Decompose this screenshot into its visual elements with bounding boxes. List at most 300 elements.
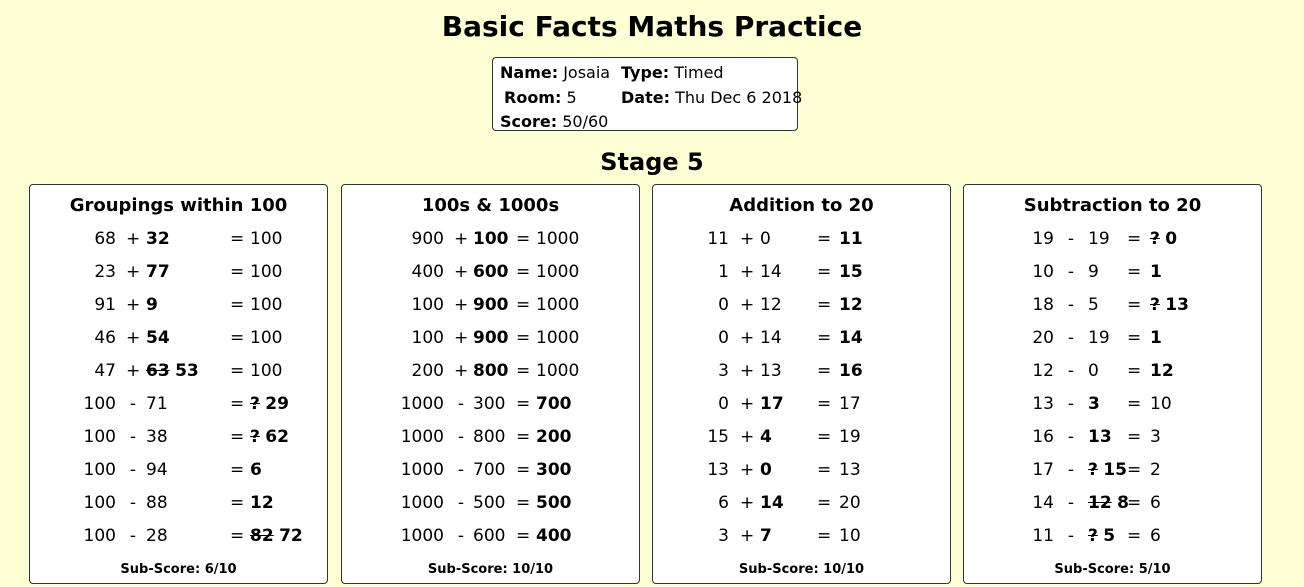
operand-a: 100 bbox=[411, 328, 444, 348]
operand-b-value: 0 bbox=[1088, 361, 1099, 381]
operand-a: 11 bbox=[1032, 526, 1054, 546]
result bbox=[536, 361, 579, 381]
operand-b-value: 71 bbox=[146, 394, 168, 414]
equals-sign: = bbox=[1127, 394, 1142, 414]
result-value: 1 bbox=[1150, 262, 1162, 282]
problem-row bbox=[30, 361, 327, 385]
room-row bbox=[504, 88, 577, 107]
operand-b-value: 77 bbox=[146, 262, 170, 282]
operand-b bbox=[473, 427, 505, 447]
operand-b-value: 88 bbox=[146, 493, 168, 513]
wrong-answer: ? bbox=[1088, 460, 1098, 480]
stage-heading: Stage 5 bbox=[600, 148, 704, 176]
result bbox=[1150, 361, 1174, 381]
result-value: 11 bbox=[839, 229, 863, 249]
wrong-answer: ? bbox=[250, 427, 260, 447]
result-value: 15 bbox=[839, 262, 863, 282]
operand-a: 15 bbox=[707, 427, 729, 447]
result-value: 13 bbox=[839, 460, 861, 480]
result-value: 6 bbox=[250, 460, 262, 480]
operator: - bbox=[457, 493, 465, 513]
operator: - bbox=[457, 394, 465, 414]
problem-row bbox=[653, 295, 950, 319]
result bbox=[250, 295, 282, 315]
operand-a: 68 bbox=[94, 229, 116, 249]
date-label: Date: bbox=[621, 88, 670, 107]
operand-a: 18 bbox=[1032, 295, 1054, 315]
problem-row bbox=[653, 229, 950, 253]
operand-a: 11 bbox=[707, 229, 729, 249]
operator: + bbox=[126, 328, 141, 348]
result bbox=[1150, 229, 1177, 249]
result bbox=[839, 460, 861, 480]
operand-b bbox=[1088, 262, 1099, 282]
operator: + bbox=[740, 295, 755, 315]
operator: - bbox=[1067, 394, 1075, 414]
wrong-answer: 82 bbox=[250, 526, 274, 546]
result bbox=[1150, 427, 1161, 447]
operator: - bbox=[1067, 262, 1075, 282]
operator: - bbox=[1067, 460, 1075, 480]
operand-b bbox=[473, 361, 509, 381]
result bbox=[839, 493, 861, 513]
operator: + bbox=[454, 328, 469, 348]
wrong-answer: ? bbox=[1150, 295, 1160, 315]
operand-b-value: 28 bbox=[146, 526, 168, 546]
operand-a: 1000 bbox=[400, 460, 444, 480]
operand-b-value: 8 bbox=[1117, 493, 1129, 513]
operator: - bbox=[129, 526, 137, 546]
equals-sign: = bbox=[817, 526, 832, 546]
operator: + bbox=[454, 229, 469, 249]
operand-a: 100 bbox=[83, 493, 116, 513]
problem-row bbox=[964, 394, 1261, 418]
operand-b-value: 5 bbox=[1088, 295, 1099, 315]
section-title: Subtraction to 20 bbox=[1023, 195, 1202, 216]
operand-b bbox=[1088, 295, 1099, 315]
operand-a: 1000 bbox=[400, 493, 444, 513]
operand-b bbox=[1088, 328, 1110, 348]
operand-b bbox=[473, 295, 509, 315]
operand-a: 100 bbox=[411, 295, 444, 315]
equals-sign: = bbox=[817, 295, 832, 315]
equals-sign: = bbox=[230, 460, 245, 480]
problem-row bbox=[964, 229, 1261, 253]
operand-b-value: 9 bbox=[146, 295, 158, 315]
operator: + bbox=[126, 229, 141, 249]
problem-row bbox=[342, 427, 639, 451]
problem-row bbox=[964, 295, 1261, 319]
result-value: 700 bbox=[536, 394, 572, 414]
operator: - bbox=[129, 460, 137, 480]
operand-b-value: 17 bbox=[760, 394, 784, 414]
problem-row bbox=[653, 526, 950, 550]
result-value: 20 bbox=[839, 493, 861, 513]
section-panel bbox=[29, 184, 328, 584]
operand-a: 23 bbox=[94, 262, 116, 282]
score-row bbox=[500, 112, 608, 131]
operand-b-value: 53 bbox=[175, 361, 199, 381]
problem-row bbox=[964, 427, 1261, 451]
operand-b-value: 32 bbox=[146, 229, 170, 249]
equals-sign: = bbox=[516, 361, 531, 381]
operand-a: 400 bbox=[411, 262, 444, 282]
operator: - bbox=[457, 526, 465, 546]
sub-score: Sub-Score: 5/10 bbox=[1054, 562, 1171, 577]
equals-sign: = bbox=[1127, 295, 1142, 315]
operand-a: 1000 bbox=[400, 526, 444, 546]
operand-a: 20 bbox=[1032, 328, 1054, 348]
operand-b bbox=[760, 394, 784, 414]
operand-b-value: 54 bbox=[146, 328, 170, 348]
problem-row bbox=[30, 460, 327, 484]
problem-row bbox=[342, 262, 639, 286]
equals-sign: = bbox=[817, 460, 832, 480]
result bbox=[839, 427, 861, 447]
section-title: Groupings within 100 bbox=[69, 195, 288, 216]
operand-a: 17 bbox=[1032, 460, 1054, 480]
problem-row bbox=[30, 493, 327, 517]
result-value: 1000 bbox=[536, 328, 580, 348]
operand-a: 900 bbox=[411, 229, 444, 249]
result bbox=[1150, 394, 1172, 414]
problem-row bbox=[342, 295, 639, 319]
operand-b bbox=[146, 295, 158, 315]
operand-a: 13 bbox=[707, 460, 729, 480]
result-value: 0 bbox=[1165, 229, 1178, 249]
operand-a: 0 bbox=[718, 394, 729, 414]
result bbox=[1150, 493, 1161, 513]
operand-b bbox=[473, 460, 505, 480]
result bbox=[250, 328, 282, 348]
operator: + bbox=[126, 262, 141, 282]
result bbox=[536, 427, 572, 447]
result-value: 12 bbox=[250, 493, 274, 513]
result bbox=[839, 262, 863, 282]
result bbox=[250, 262, 282, 282]
result-value: 6 bbox=[1150, 493, 1161, 513]
operand-b bbox=[760, 229, 771, 249]
operand-b bbox=[473, 328, 509, 348]
operand-a: 12 bbox=[1032, 361, 1054, 381]
operand-b bbox=[473, 394, 505, 414]
problem-row bbox=[30, 394, 327, 418]
operand-b bbox=[760, 295, 782, 315]
result-value: 300 bbox=[536, 460, 572, 480]
operator: - bbox=[457, 460, 465, 480]
problem-row bbox=[342, 328, 639, 352]
result bbox=[536, 229, 579, 249]
type-row bbox=[621, 63, 724, 82]
operand-b-value: 700 bbox=[473, 460, 506, 480]
problem-row bbox=[964, 526, 1261, 550]
operand-b bbox=[1088, 526, 1115, 546]
equals-sign: = bbox=[516, 427, 531, 447]
operand-a: 0 bbox=[718, 328, 729, 348]
operand-b bbox=[473, 262, 509, 282]
operator: + bbox=[740, 229, 755, 249]
operator: + bbox=[740, 262, 755, 282]
equals-sign: = bbox=[516, 262, 531, 282]
operator: + bbox=[454, 361, 469, 381]
equals-sign: = bbox=[230, 295, 245, 315]
problem-row bbox=[653, 328, 950, 352]
operator: - bbox=[1067, 229, 1075, 249]
operand-a: 91 bbox=[94, 295, 116, 315]
problem-row bbox=[30, 229, 327, 253]
operand-b bbox=[146, 493, 168, 513]
result-value: 100 bbox=[250, 295, 283, 315]
wrong-answer: ? bbox=[1088, 526, 1098, 546]
operand-b-value: 14 bbox=[760, 262, 782, 282]
wrong-answer: 63 bbox=[146, 361, 170, 381]
type-value: Timed bbox=[674, 63, 724, 82]
operand-b-value: 800 bbox=[473, 427, 506, 447]
operand-b bbox=[473, 229, 509, 249]
section-panel bbox=[341, 184, 640, 584]
result bbox=[250, 460, 262, 480]
problem-row bbox=[342, 361, 639, 385]
result-value: 1000 bbox=[536, 361, 580, 381]
operand-b bbox=[473, 526, 505, 546]
operand-a: 1000 bbox=[400, 427, 444, 447]
operand-b-value: 9 bbox=[1088, 262, 1099, 282]
operand-b bbox=[146, 427, 168, 447]
operand-b-value: 4 bbox=[760, 427, 772, 447]
result bbox=[536, 262, 579, 282]
result bbox=[839, 394, 861, 414]
equals-sign: = bbox=[230, 526, 245, 546]
operator: - bbox=[129, 394, 137, 414]
result-value: 13 bbox=[1165, 295, 1189, 315]
operator: + bbox=[740, 361, 755, 381]
problem-row bbox=[653, 262, 950, 286]
result bbox=[839, 361, 863, 381]
operator: + bbox=[454, 295, 469, 315]
equals-sign: = bbox=[817, 493, 832, 513]
problem-row bbox=[653, 427, 950, 451]
wrong-answer: ? bbox=[250, 394, 260, 414]
result bbox=[536, 394, 572, 414]
result bbox=[1150, 460, 1161, 480]
operator: + bbox=[740, 526, 755, 546]
equals-sign: = bbox=[1127, 526, 1142, 546]
result-value: 2 bbox=[1150, 460, 1161, 480]
operand-a: 16 bbox=[1032, 427, 1054, 447]
operand-b bbox=[146, 229, 170, 249]
name-value: Josaia bbox=[563, 63, 611, 82]
operand-b-value: 0 bbox=[760, 460, 772, 480]
result-value: 100 bbox=[250, 361, 283, 381]
operand-a: 14 bbox=[1032, 493, 1054, 513]
result-value: 29 bbox=[265, 394, 289, 414]
equals-sign: = bbox=[516, 394, 531, 414]
result-value: 100 bbox=[250, 229, 283, 249]
problem-row bbox=[964, 361, 1261, 385]
operator: + bbox=[454, 262, 469, 282]
operator: + bbox=[740, 460, 755, 480]
name-row bbox=[500, 63, 610, 82]
operator: - bbox=[1067, 427, 1075, 447]
operand-b-value: 600 bbox=[473, 262, 509, 282]
operand-b-value: 38 bbox=[146, 427, 168, 447]
operand-b-value: 100 bbox=[473, 229, 509, 249]
operand-b-value: 900 bbox=[473, 328, 509, 348]
equals-sign: = bbox=[230, 493, 245, 513]
result bbox=[1150, 526, 1161, 546]
operand-b bbox=[146, 526, 168, 546]
problem-row bbox=[342, 493, 639, 517]
result-value: 100 bbox=[250, 328, 283, 348]
equals-sign: = bbox=[516, 493, 531, 513]
operand-a: 100 bbox=[83, 394, 116, 414]
equals-sign: = bbox=[1127, 460, 1142, 480]
result-value: 200 bbox=[536, 427, 572, 447]
equals-sign: = bbox=[230, 262, 245, 282]
operand-a: 1000 bbox=[400, 394, 444, 414]
operand-b-value: 3 bbox=[1088, 394, 1100, 414]
result-value: 12 bbox=[839, 295, 863, 315]
operand-b bbox=[146, 328, 170, 348]
equals-sign: = bbox=[516, 328, 531, 348]
room-value: 5 bbox=[566, 88, 577, 107]
equals-sign: = bbox=[1127, 328, 1142, 348]
problem-row bbox=[964, 262, 1261, 286]
operand-b bbox=[146, 460, 168, 480]
operand-a: 47 bbox=[94, 361, 116, 381]
operand-b-value: 12 bbox=[760, 295, 782, 315]
equals-sign: = bbox=[1127, 361, 1142, 381]
result bbox=[250, 394, 289, 414]
date-value: Thu Dec 6 2018 bbox=[675, 88, 803, 107]
operand-b-value: 13 bbox=[760, 361, 782, 381]
operator: - bbox=[1067, 493, 1075, 513]
equals-sign: = bbox=[516, 295, 531, 315]
operator: - bbox=[457, 427, 465, 447]
result bbox=[1150, 328, 1162, 348]
equals-sign: = bbox=[230, 361, 245, 381]
operand-a: 6 bbox=[718, 493, 729, 513]
result-value: 3 bbox=[1150, 427, 1161, 447]
operand-b bbox=[473, 493, 505, 513]
operand-b-value: 19 bbox=[1088, 229, 1110, 249]
wrong-answer: 12 bbox=[1088, 493, 1112, 513]
equals-sign: = bbox=[1127, 493, 1142, 513]
operator: + bbox=[126, 295, 141, 315]
problem-row bbox=[30, 295, 327, 319]
problem-row bbox=[964, 493, 1261, 517]
result bbox=[536, 295, 579, 315]
operator: - bbox=[1067, 328, 1075, 348]
result bbox=[839, 526, 861, 546]
room-label: Room: bbox=[504, 88, 562, 107]
type-label: Type: bbox=[621, 63, 670, 82]
sub-score: Sub-Score: 6/10 bbox=[120, 562, 237, 577]
operand-b bbox=[146, 394, 168, 414]
problem-row bbox=[30, 427, 327, 451]
operand-b-value: 19 bbox=[1088, 328, 1110, 348]
sub-score: Sub-Score: 10/10 bbox=[738, 562, 865, 577]
result-value: 500 bbox=[536, 493, 572, 513]
equals-sign: = bbox=[230, 427, 245, 447]
name-label: Name: bbox=[500, 63, 559, 82]
result bbox=[250, 361, 282, 381]
operand-b bbox=[760, 361, 782, 381]
operator: + bbox=[740, 394, 755, 414]
section-title: 100s & 1000s bbox=[421, 195, 560, 216]
date-row bbox=[621, 88, 802, 107]
problem-row bbox=[342, 394, 639, 418]
result-value: 400 bbox=[536, 526, 572, 546]
result-value: 62 bbox=[265, 427, 289, 447]
result-value: 14 bbox=[839, 328, 863, 348]
operand-b-value: 14 bbox=[760, 493, 784, 513]
equals-sign: = bbox=[817, 328, 832, 348]
operand-a: 10 bbox=[1032, 262, 1054, 282]
result-value: 17 bbox=[839, 394, 861, 414]
problem-row bbox=[342, 526, 639, 550]
operand-b bbox=[760, 493, 784, 513]
operand-b-value: 300 bbox=[473, 394, 506, 414]
operand-b-value: 14 bbox=[760, 328, 782, 348]
operand-b-value: 800 bbox=[473, 361, 509, 381]
problem-row bbox=[653, 493, 950, 517]
result-value: 1 bbox=[1150, 328, 1162, 348]
equals-sign: = bbox=[516, 460, 531, 480]
equals-sign: = bbox=[1127, 262, 1142, 282]
student-info-box bbox=[492, 57, 803, 131]
result-value: 19 bbox=[839, 427, 861, 447]
equals-sign: = bbox=[1127, 229, 1142, 249]
operand-a: 19 bbox=[1032, 229, 1054, 249]
problem-row bbox=[964, 328, 1261, 352]
result-value: 6 bbox=[1150, 526, 1161, 546]
operand-b bbox=[1088, 229, 1110, 249]
problem-row bbox=[30, 262, 327, 286]
page-title: Basic Facts Maths Practice bbox=[441, 10, 863, 43]
operand-b bbox=[1088, 394, 1100, 414]
problem-row bbox=[342, 460, 639, 484]
operand-b bbox=[1088, 493, 1129, 513]
operator: + bbox=[740, 427, 755, 447]
operand-b bbox=[146, 361, 199, 381]
problem-row bbox=[964, 460, 1261, 484]
equals-sign: = bbox=[817, 361, 832, 381]
score-value: 50/60 bbox=[562, 112, 609, 131]
operator: - bbox=[1067, 361, 1075, 381]
result bbox=[536, 460, 572, 480]
result bbox=[839, 229, 863, 249]
result-value: 1000 bbox=[536, 229, 580, 249]
equals-sign: = bbox=[516, 229, 531, 249]
equals-sign: = bbox=[817, 394, 832, 414]
operand-b bbox=[1088, 460, 1127, 480]
equals-sign: = bbox=[516, 526, 531, 546]
result bbox=[839, 295, 863, 315]
equals-sign: = bbox=[817, 262, 832, 282]
operand-b-value: 7 bbox=[760, 526, 772, 546]
problem-row bbox=[342, 229, 639, 253]
operator: - bbox=[129, 493, 137, 513]
result-value: 1000 bbox=[536, 262, 580, 282]
operand-a: 13 bbox=[1032, 394, 1054, 414]
result-value: 72 bbox=[279, 526, 303, 546]
operand-b-value: 15 bbox=[1103, 460, 1127, 480]
operand-b-value: 900 bbox=[473, 295, 509, 315]
result bbox=[250, 427, 289, 447]
operand-b bbox=[760, 328, 782, 348]
operand-b bbox=[760, 427, 772, 447]
